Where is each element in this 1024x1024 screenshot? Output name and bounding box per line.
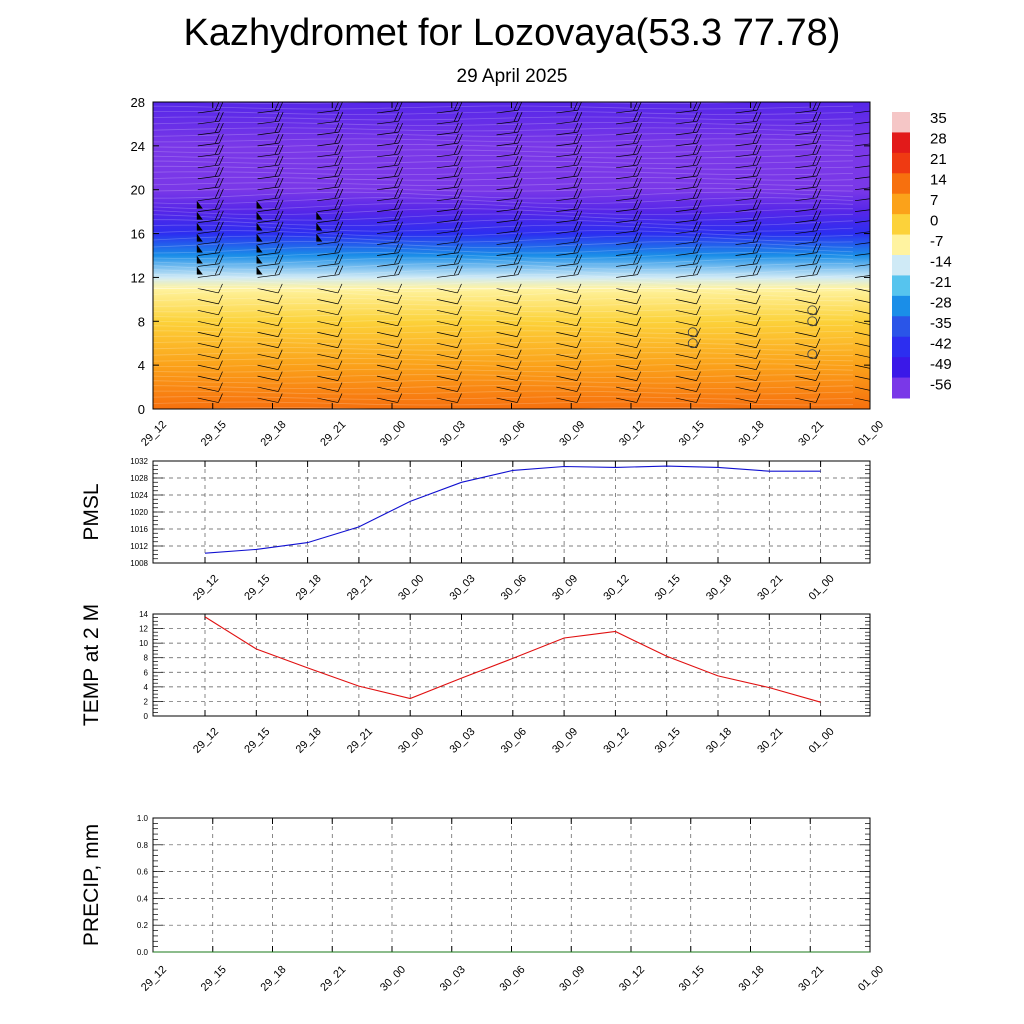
y-tick-label: 8 xyxy=(143,653,148,663)
x-tick-label: 29_18 xyxy=(258,418,289,449)
x-tick-label: 30_09 xyxy=(550,572,581,603)
x-tick-label: 30_21 xyxy=(755,572,786,603)
y-tick-label: 1024 xyxy=(130,491,148,500)
y-tick-label: 1032 xyxy=(130,457,148,466)
x-tick-label: 29_12 xyxy=(191,572,222,603)
colorbar-label: -21 xyxy=(930,274,952,291)
x-tick-label: 30_12 xyxy=(617,963,648,994)
y-tick-label: 0.0 xyxy=(136,948,148,957)
x-tick-label: 29_18 xyxy=(258,963,289,994)
colorbar-swatch xyxy=(892,132,910,153)
y-tick-label: 1016 xyxy=(130,525,148,534)
x-tick-label: 29_12 xyxy=(191,725,222,756)
x-tick-label: 30_09 xyxy=(550,725,581,756)
x-tick-label: 30_03 xyxy=(437,418,468,449)
colorbar-label: -42 xyxy=(930,335,952,353)
y-tick-label: 16 xyxy=(130,226,145,242)
x-tick-label: 30_15 xyxy=(652,725,683,756)
x-tick-label: 30_06 xyxy=(498,572,529,603)
y-tick-label: 0.4 xyxy=(136,894,148,904)
colorbar-label: -35 xyxy=(930,315,952,332)
x-tick-label: 30_12 xyxy=(601,572,632,603)
precip-panel xyxy=(80,814,886,994)
x-tick-label: 30_03 xyxy=(437,963,468,994)
y-tick-label: 4 xyxy=(143,682,148,692)
pmsl-panel xyxy=(80,457,870,603)
x-tick-label: 30_03 xyxy=(447,725,478,756)
x-tick-label: 30_18 xyxy=(736,963,767,994)
x-tick-label: 30_12 xyxy=(601,725,632,756)
x-tick-label: 30_21 xyxy=(796,418,827,449)
y-tick-label: 0.2 xyxy=(136,921,148,931)
x-tick-label: 30_21 xyxy=(796,963,827,994)
colorbar-swatch xyxy=(892,357,910,378)
x-tick-label: 29_15 xyxy=(198,418,229,449)
chart-title: Kazhydromet for Lozovaya(53.3 77.78) xyxy=(183,12,841,54)
x-tick-label: 30_18 xyxy=(704,725,735,756)
x-tick-label: 01_00 xyxy=(856,963,887,994)
x-tick-label: 29_12 xyxy=(139,963,170,994)
colorbar-label: -28 xyxy=(930,294,952,312)
cross-section-panel xyxy=(131,95,887,449)
colorbar-swatch xyxy=(892,255,910,276)
y-tick-label: 0 xyxy=(137,402,145,417)
y-tick-label: 28 xyxy=(130,95,145,110)
x-tick-label: 30_00 xyxy=(396,572,427,603)
x-tick-label: 30_00 xyxy=(378,963,409,994)
x-tick-label: 29_15 xyxy=(242,572,273,603)
y-tick-label: 2 xyxy=(143,697,148,707)
x-tick-label: 29_21 xyxy=(318,963,349,994)
colorbar-label: -49 xyxy=(930,356,952,373)
y-tick-label: 20 xyxy=(130,182,145,198)
y-tick-label: 14 xyxy=(139,610,148,619)
y-tick-label: 12 xyxy=(130,270,145,286)
x-tick-label: 30_18 xyxy=(704,572,735,603)
y-tick-label: 6 xyxy=(143,668,148,678)
x-tick-label: 30_15 xyxy=(652,572,683,603)
y-tick-label: 4 xyxy=(137,358,145,374)
colorbar-swatch xyxy=(892,296,910,317)
x-tick-label: 29_15 xyxy=(242,725,273,756)
colorbar-label: 28 xyxy=(930,130,947,148)
y-tick-label: 1028 xyxy=(130,474,148,483)
y-tick-label: 1.0 xyxy=(136,814,148,823)
x-tick-label: 30_12 xyxy=(617,418,648,449)
x-tick-label: 30_00 xyxy=(396,725,427,756)
x-tick-label: 29_18 xyxy=(293,725,324,756)
x-tick-label: 01_00 xyxy=(806,725,837,756)
colorbar-label: 21 xyxy=(930,151,947,168)
x-tick-label: 29_21 xyxy=(344,572,376,603)
y-tick-label: 0 xyxy=(143,712,148,721)
x-tick-label: 30_06 xyxy=(498,725,529,756)
x-tick-label: 30_15 xyxy=(676,418,707,449)
colorbar-swatch xyxy=(892,337,910,358)
x-tick-label: 30_15 xyxy=(676,963,707,994)
y-tick-label: 10 xyxy=(139,639,148,649)
y-axis-label: TEMP at 2 M xyxy=(80,603,103,727)
y-tick-label: 0.6 xyxy=(136,867,148,877)
colorbar-swatch xyxy=(892,194,910,215)
colorbar-swatch xyxy=(892,112,910,133)
y-axis-label: PMSL xyxy=(80,483,103,541)
colorbar-label: -14 xyxy=(930,253,952,271)
y-tick-label: 8 xyxy=(137,314,145,330)
x-tick-label: 30_09 xyxy=(557,963,588,994)
colorbar-swatch xyxy=(892,214,910,235)
x-tick-label: 30_06 xyxy=(497,418,528,449)
colorbar-swatch xyxy=(892,173,910,194)
colorbar-swatch xyxy=(892,275,910,296)
x-tick-label: 29_15 xyxy=(198,963,229,994)
x-tick-label: 01_00 xyxy=(806,572,837,603)
y-tick-label: 1008 xyxy=(130,559,148,568)
x-tick-label: 29_21 xyxy=(344,725,376,756)
x-tick-label: 30_00 xyxy=(378,418,409,449)
x-tick-label: 30_06 xyxy=(497,963,528,994)
colorbar-label: 7 xyxy=(930,192,939,209)
y-tick-label: 12 xyxy=(139,624,148,634)
x-tick-label: 30_03 xyxy=(447,572,478,603)
x-tick-label: 01_00 xyxy=(856,418,887,449)
colorbar-label: -7 xyxy=(930,233,944,250)
x-tick-label: 30_18 xyxy=(736,418,767,449)
y-tick-label: 1020 xyxy=(130,508,148,517)
y-tick-label: 24 xyxy=(130,138,145,154)
colorbar-swatch xyxy=(892,316,910,337)
y-tick-label: 1012 xyxy=(130,542,148,551)
colorbar-swatch xyxy=(892,153,910,174)
x-tick-label: 30_21 xyxy=(755,725,786,756)
x-tick-label: 29_21 xyxy=(318,418,349,449)
chart-subtitle: 29 April 2025 xyxy=(456,66,568,87)
colorbar-label: -56 xyxy=(930,376,952,394)
y-tick-label: 0.8 xyxy=(136,840,148,850)
x-tick-label: 29_12 xyxy=(139,418,170,449)
x-tick-label: 29_18 xyxy=(293,572,324,603)
panel-frame xyxy=(153,614,870,716)
x-tick-label: 30_09 xyxy=(557,418,588,449)
colorbar xyxy=(892,110,952,399)
colorbar-swatch xyxy=(892,235,910,256)
temp2m-panel xyxy=(80,604,870,756)
colorbar-label: 14 xyxy=(930,171,947,189)
y-axis-label: PRECIP, mm xyxy=(80,823,103,947)
colorbar-label: 0 xyxy=(930,212,939,230)
temperature-field xyxy=(153,102,870,409)
colorbar-label: 35 xyxy=(930,110,947,127)
colorbar-swatch xyxy=(892,378,910,399)
